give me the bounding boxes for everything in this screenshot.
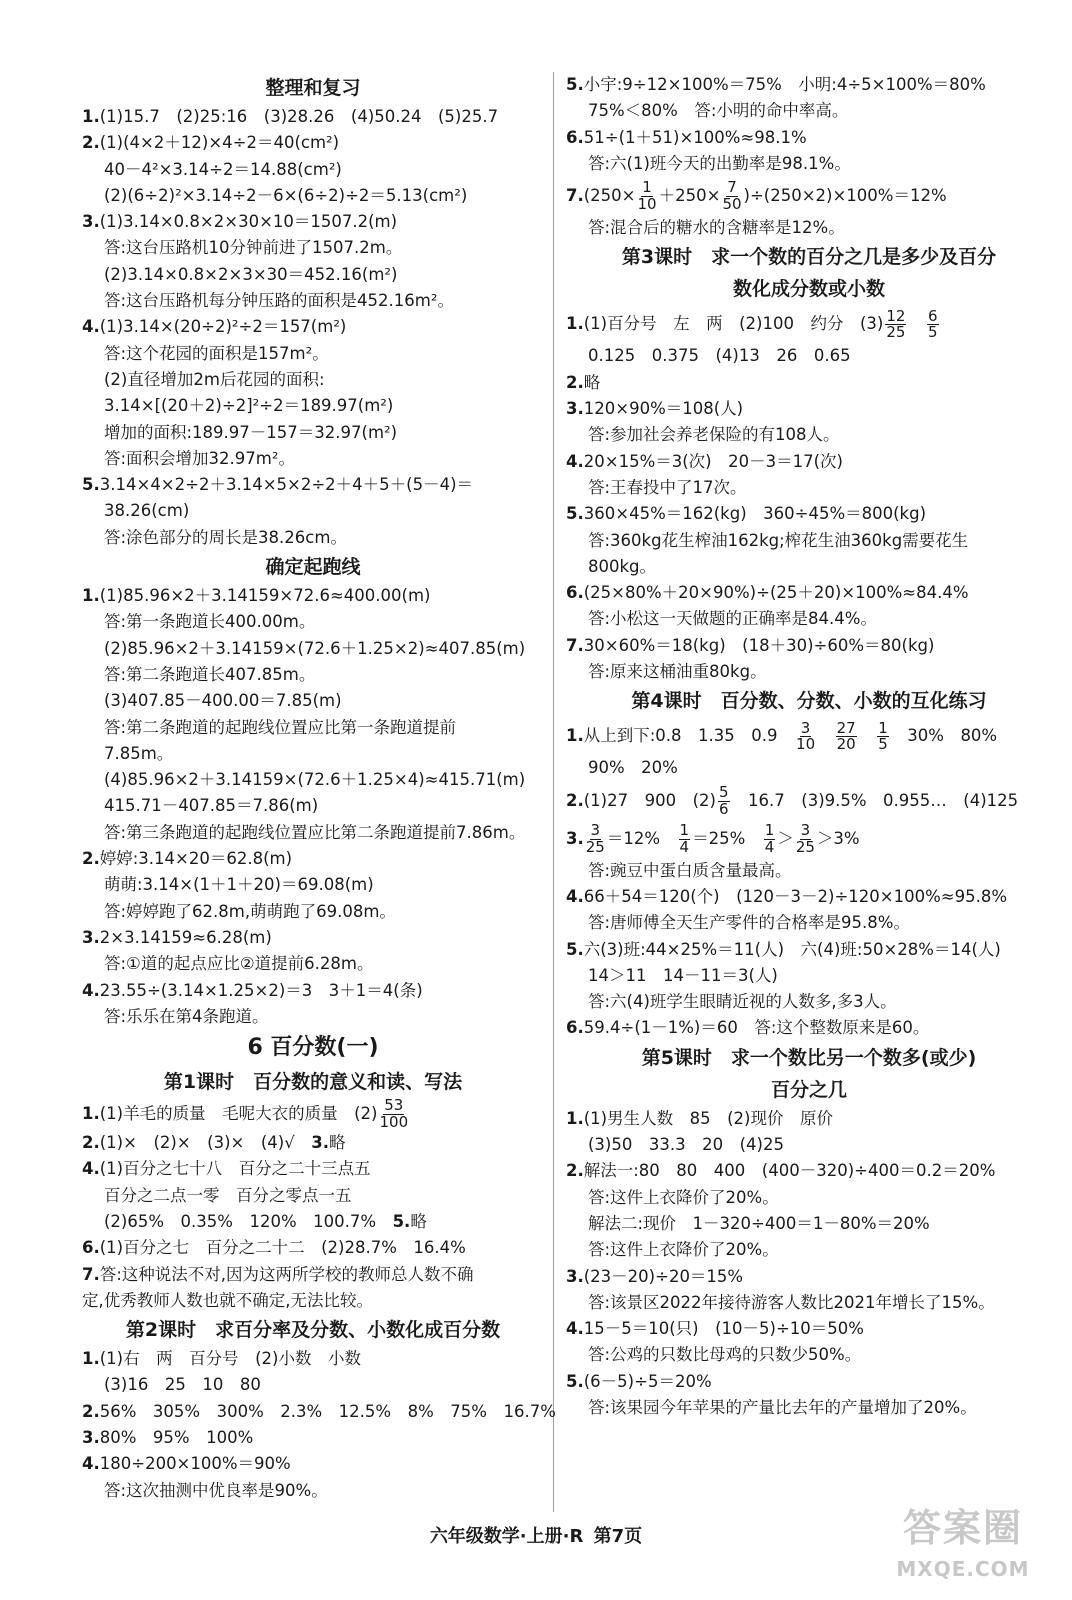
answer-line: 4.23.55÷(3.14×1.25×2)＝3 3＋1＝4(条) xyxy=(82,980,423,1000)
fraction: $\frac{3}{25}$ xyxy=(795,820,815,856)
watermark-url: MXQE.COM xyxy=(896,1557,1030,1581)
answer-line: 答:混合后的糖水的含糖率是12%。 xyxy=(588,218,845,238)
answer-line: 答:第一条跑道长400.00m。 xyxy=(104,612,316,632)
answer-line: 2.56% 305% 300% 2.3% 12.5% 8% 75% 16.7% xyxy=(82,1401,556,1421)
answer-line: 4.15－5＝10(只) (10－5)÷10＝50% xyxy=(566,1319,864,1339)
left-column xyxy=(82,72,556,1504)
lesson-title: 数化成分数或小数 xyxy=(732,278,885,301)
answer-line: 4.(1)百分之七十八 百分之二十三点五 xyxy=(82,1159,371,1179)
answer-line: 7.答:这种说法不对,因为这两所学校的教师总人数不确 xyxy=(82,1264,474,1284)
fraction: $\frac{3}{10}$ xyxy=(796,718,816,754)
answer-line: (2)3.14×0.8×2×3×30＝452.16(m²) xyxy=(104,264,398,284)
answer-line: 2.(1)× (2)× (3)× (4)√ 3.略 xyxy=(82,1133,346,1153)
fraction: $\frac{3}{25}$ xyxy=(585,820,605,856)
answer-line: 75%＜80% 答:小明的命中率高。 xyxy=(588,101,849,121)
answer-line: 415.71－407.85＝7.86(m) xyxy=(104,796,319,816)
answer-line: 2.(1)(4×2＋12)×4÷2＝40(cm²) xyxy=(82,133,340,153)
answer-line: 7.30×60%＝18(kg) (18＋30)÷60%＝80(kg) xyxy=(566,635,935,655)
answer-line: 6.51÷(1＋51)×100%≈98.1% xyxy=(566,127,807,147)
answer-line: 1.(1)男生人数 85 (2)现价 原价 xyxy=(566,1108,833,1128)
answer-line: 百分之二点一零 百分之零点一五 xyxy=(104,1185,352,1205)
answer-line: 5.360×45%＝162(kg) 360÷45%＝800(kg) xyxy=(566,504,927,524)
answer-line: 14＞11 14－11＝3(人) xyxy=(588,965,778,985)
answer-line: 答:这个花园的面积是157m²。 xyxy=(104,343,329,363)
answer-line: 答:乐乐在第4条跑道。 xyxy=(104,1006,269,1026)
answer-line: 定,优秀教师人数也就不确定,无法比较。 xyxy=(82,1290,373,1310)
answer-line: 答:这件上衣降价了20%。 xyxy=(588,1240,779,1260)
fraction: $\frac{27}{20}$ xyxy=(836,718,856,754)
answer-line: 6.(25×80%＋20×90%)÷(25＋20)×100%≈84.4% xyxy=(566,583,969,603)
answer-line: 答:涂色部分的周长是38.26cm。 xyxy=(104,527,347,547)
answer-line: 答:第三条跑道的起跑线位置应比第二条跑道提前7.86m。 xyxy=(104,822,526,842)
answer-line: 1.(1)百分号 左 两 (2)100 约分 (3) $\frac{12}{25}$ $\frac{6}{5}$ xyxy=(566,306,938,342)
fraction: $\frac{6}{5}$ xyxy=(927,306,938,342)
answer-line: 90% 20% xyxy=(588,758,678,778)
column-divider xyxy=(553,72,554,1512)
answer-line: (3)50 33.3 20 (4)25 xyxy=(588,1135,784,1155)
answer-line: 2.略 xyxy=(566,372,601,392)
answer-line: (3)407.85－400.00＝7.85(m) xyxy=(104,691,342,711)
answer-line: 答:第二条跑道的起跑线位置应比第一条跑道提前 xyxy=(104,717,457,737)
answer-line: 3.2×3.14159≈6.28(m) xyxy=(82,927,272,947)
fraction: $\frac{5}{6}$ xyxy=(718,782,729,818)
answer-line: 答:唐师傅全天生产零件的合格率是95.8%。 xyxy=(588,913,910,933)
fraction: $\frac{1}{5}$ xyxy=(878,718,888,754)
answer-line: 3.120×90%＝108(人) xyxy=(566,399,744,419)
answer-line: 萌萌:3.14×(1＋1＋20)＝69.08(m) xyxy=(104,875,374,895)
fraction: $\frac{12}{25}$ xyxy=(886,306,906,342)
answer-line: 答:豌豆中蛋白质含量最高。 xyxy=(588,860,792,880)
watermark-logo xyxy=(888,1500,1038,1590)
lesson-title: 第1课时 百分数的意义和读、写法 xyxy=(163,1071,463,1094)
page-number: 第7页 xyxy=(593,1526,643,1547)
answer-line: 答:这次抽测中优良率是90%。 xyxy=(104,1480,328,1500)
answer-line: 1.(1)15.7 (2)25:16 (3)28.26 (4)50.24 (5)25.7 xyxy=(82,107,499,126)
answer-line: 3.(23－20)÷20＝15% xyxy=(566,1266,744,1286)
answer-line: 1.(1)85.96×2＋3.14159×72.6≈400.00(m) xyxy=(82,586,431,606)
answer-line: 答:六(4)班学生眼睛近视的人数多,多3人。 xyxy=(588,992,897,1012)
chapter-title: 6 百分数(一) xyxy=(247,1035,379,1061)
answer-line: 答:这台压路机每分钟压路的面积是452.16m²。 xyxy=(104,291,454,311)
answer-line: 答:参加社会养老保险的有108人。 xyxy=(588,425,840,445)
answer-line: (2)直径增加2m后花园的面积: xyxy=(104,369,325,389)
answer-line: (4)85.96×2＋3.14159×(72.6＋1.25×4)≈415.71(m) xyxy=(104,770,526,790)
answer-line: 1.(1)羊毛的质量 毛呢大衣的质量 (2) $\frac{53}{100}$ xyxy=(82,1096,409,1132)
section-title: 确定起跑线 xyxy=(265,556,361,579)
answer-line: 2.婷婷:3.14×20＝62.8(m) xyxy=(82,849,293,869)
answer-line: 38.26(cm) xyxy=(104,501,190,521)
answer-line: (2)65% 0.35% 120% 100.7% 5.略 xyxy=(104,1211,427,1231)
answer-line: 1.从上到下:0.8 1.35 0.9 $\frac{3}{10}$ $\frac{27}{20}$ $\frac{1}{5}$ 30% 80% xyxy=(566,718,998,754)
answer-line: 40－4²×3.14÷2＝14.88(cm²) xyxy=(104,159,342,179)
answer-line: 0.125 0.375 (4)13 26 0.65 xyxy=(588,346,851,366)
answer-line: 增加的面积:189.97－157＝32.97(m²) xyxy=(104,422,398,442)
answer-line: 答:公鸡的只数比母鸡的只数少50%。 xyxy=(588,1345,862,1365)
answer-line: 3.80% 95% 100% xyxy=(82,1428,254,1448)
answer-line: 答:婷婷跑了62.8m,萌萌跑了69.08m。 xyxy=(104,901,396,921)
answer-line: 4.180÷200×100%＝90% xyxy=(82,1454,291,1474)
answer-line: (3)16 25 10 80 xyxy=(104,1375,261,1395)
answer-line: 1.(1)右 两 百分号 (2)小数 小数 xyxy=(82,1349,361,1369)
fraction: $\frac{7}{50}$ xyxy=(722,178,742,214)
answer-line: 3. $\frac{3}{25}$ ＝12% $\frac{1}{4}$ ＝25% $\frac{1}{4}$ ＞ $\frac{3}{25}$ ＞3% xyxy=(566,820,860,856)
answer-line: 6.(1)百分之七 百分之二十二 (2)28.7% 16.4% xyxy=(82,1238,466,1258)
answer-line: 答:该景区2022年接待游客人数比2021年增长了15%。 xyxy=(588,1292,995,1312)
answer-line: 答:原来这桶油重80kg。 xyxy=(588,662,767,682)
answer-line: 答:六(1)班今天的出勤率是98.1%。 xyxy=(588,153,851,173)
answer-line: 800kg。 xyxy=(588,556,657,576)
fraction: $\frac{53}{100}$ xyxy=(379,1096,409,1132)
right-column xyxy=(566,72,1052,1421)
answer-line: 4.66＋54＝120(个) (120－3－2)÷120×100%≈95.8% xyxy=(566,886,1008,906)
answer-line: 答:面积会增加32.97m²。 xyxy=(104,448,295,468)
lesson-title: 第4课时 百分数、分数、小数的互化练习 xyxy=(631,690,987,713)
answer-line: 答:王春投中了17次。 xyxy=(588,477,747,497)
answer-line: 5.3.14×4×2÷2＋3.14×5×2÷2＋4＋5＋(5－4)＝ xyxy=(82,475,474,495)
book-title: 六年级数学·上册·R xyxy=(429,1526,584,1547)
answer-line: 答:该果园今年苹果的产量比去年的产量增加了20%。 xyxy=(588,1397,977,1417)
answer-line: 解法二:现价 1－320÷400＝1－80%＝20% xyxy=(588,1213,930,1233)
answer-line: 2.(1)27 900 (2) $\frac{5}{6}$ 16.7 (3)9.5% 0.955… (4)125 xyxy=(566,782,1019,818)
answer-line: 5.六(3)班:44×25%＝11(人) 六(4)班:50×28%＝14(人) xyxy=(566,939,1001,959)
answer-line: 7.85m。 xyxy=(104,743,174,763)
answer-line: 答:这台压路机10分钟前进了1507.2m。 xyxy=(104,238,403,258)
lesson-title: 百分之几 xyxy=(770,1078,847,1101)
watermark-logo-text: 答案圈 xyxy=(902,1506,1023,1550)
fraction: $\frac{1}{4}$ xyxy=(679,820,690,856)
section-title: 整理和复习 xyxy=(265,77,361,99)
answer-line: 3.14×[(20＋2)÷2]²÷2＝189.97(m²) xyxy=(104,396,394,416)
answer-line: 4.(1)3.14×(20÷2)²÷2＝157(m²) xyxy=(82,317,347,337)
answer-line: (2)85.96×2＋3.14159×(72.6＋1.25×2)≈407.85(m) xyxy=(104,638,526,658)
answer-line: 答:这件上衣降价了20%。 xyxy=(588,1187,779,1207)
answer-line: 4.20×15%＝3(次) 20－3＝17(次) xyxy=(566,451,843,471)
answer-line: 答:第二条跑道长407.85m。 xyxy=(104,664,316,684)
lesson-title: 第5课时 求一个数比另一个数多(或少) xyxy=(641,1046,977,1069)
answer-line: 3.(1)3.14×0.8×2×30×10＝1507.2(m) xyxy=(82,212,398,232)
answer-line: 2.解法一:80 80 400 (400－320)÷400＝0.2＝20% xyxy=(566,1161,996,1181)
answer-line: (2)(6÷2)²×3.14÷2－6×(6÷2)÷2＝5.13(cm²) xyxy=(104,185,468,205)
lesson-title: 第3课时 求一个数的百分之几是多少及百分 xyxy=(621,246,997,269)
fraction: $\frac{1}{4}$ xyxy=(764,820,775,856)
answer-line: 6.59.4÷(1－1%)＝60 答:这个整数原来是60。 xyxy=(566,1018,930,1038)
answer-line: 5.小宇:9÷12×100%＝75% 小明:4÷5×100%＝80% xyxy=(566,75,986,94)
lesson-title: 第2课时 求百分率及分数、小数化成百分数 xyxy=(125,1319,501,1342)
answer-line: 7.(250× $\frac{1}{10}$ ＋250× $\frac{7}{50}$ )÷(250×2)×100%＝12% xyxy=(566,178,947,214)
answer-line: 答:①道的起点应比②道提前6.28m。 xyxy=(104,954,374,974)
answer-line: 答:小松这一天做题的正确率是84.4%。 xyxy=(588,609,877,629)
answer-line: 5.(6－5)÷5＝20% xyxy=(566,1371,712,1391)
fraction: $\frac{1}{10}$ xyxy=(637,178,657,214)
answer-line: 答:360kg花生榨油162kg;榨花生油360kg需要花生 xyxy=(588,530,969,550)
